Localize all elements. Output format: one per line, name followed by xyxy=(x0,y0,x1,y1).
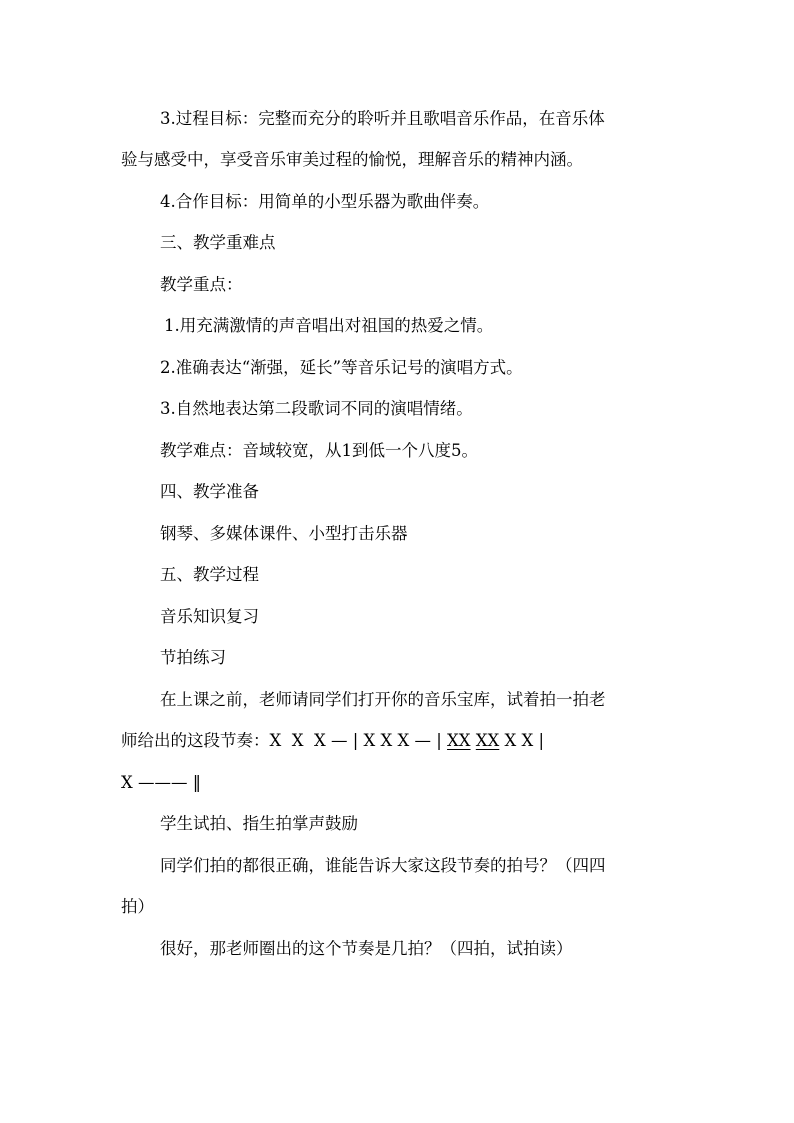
paragraph-time-signature-question: 同学们拍的都很正确，谁能告诉大家这段节奏的拍号？（四四 xyxy=(160,856,606,875)
paragraph-process-goal: 3.过程目标：完整而充分的聆听并且歌唱音乐作品，在音乐体 xyxy=(160,109,605,128)
heading-key-difficult-points: 三、教学重难点 xyxy=(160,233,276,252)
rhythm-line xyxy=(121,729,544,753)
rhythm-prefix: 师给出的这段节奏：X X X — | X X X — | xyxy=(121,731,448,750)
focus-item-1: 1.用充满激情的声音唱出对祖国的热爱之情。 xyxy=(164,316,494,335)
paragraph-students-try: 学生试拍、指生拍掌声鼓励 xyxy=(160,814,358,833)
preparation-items: 钢琴、多媒体课件、小型打击乐器 xyxy=(160,524,408,543)
focus-item-2: 2.准确表达“渐强，延长”等音乐记号的演唱方式。 xyxy=(160,358,523,377)
heading-teaching-process: 五、教学过程 xyxy=(160,565,259,584)
paragraph-before-class: 在上课之前，老师请同学们打开你的音乐宝库，试着拍一拍老 xyxy=(160,690,606,709)
rhythm-underlined-2: XX xyxy=(475,731,500,750)
rhythm-underlined-1: XX xyxy=(447,731,471,750)
label-teaching-focus: 教学重点： xyxy=(160,275,243,294)
paragraph-circled-rhythm: 很好，那老师圈出的这个节奏是几拍？（四拍，试拍读） xyxy=(160,939,573,958)
focus-item-3: 3.自然地表达第二段歌词不同的演唱情绪。 xyxy=(160,399,473,418)
rhythm-line-end: X ——— ‖ xyxy=(121,773,201,792)
subheading-beat-practice: 节拍练习 xyxy=(160,648,226,667)
teaching-difficulty: 教学难点：音域较宽，从1到低一个八度5。 xyxy=(160,441,478,460)
paragraph-process-goal-cont: 验与感受中，享受音乐审美过程的愉悦，理解音乐的精神内涵。 xyxy=(121,150,583,169)
heading-teaching-preparation: 四、教学准备 xyxy=(160,482,259,501)
rhythm-suffix: X X | xyxy=(499,731,545,750)
subheading-music-review: 音乐知识复习 xyxy=(160,607,259,626)
paragraph-cooperation-goal: 4.合作目标：用简单的小型乐器为歌曲伴奏。 xyxy=(160,192,490,211)
paragraph-time-signature-answer: 拍） xyxy=(121,897,154,916)
